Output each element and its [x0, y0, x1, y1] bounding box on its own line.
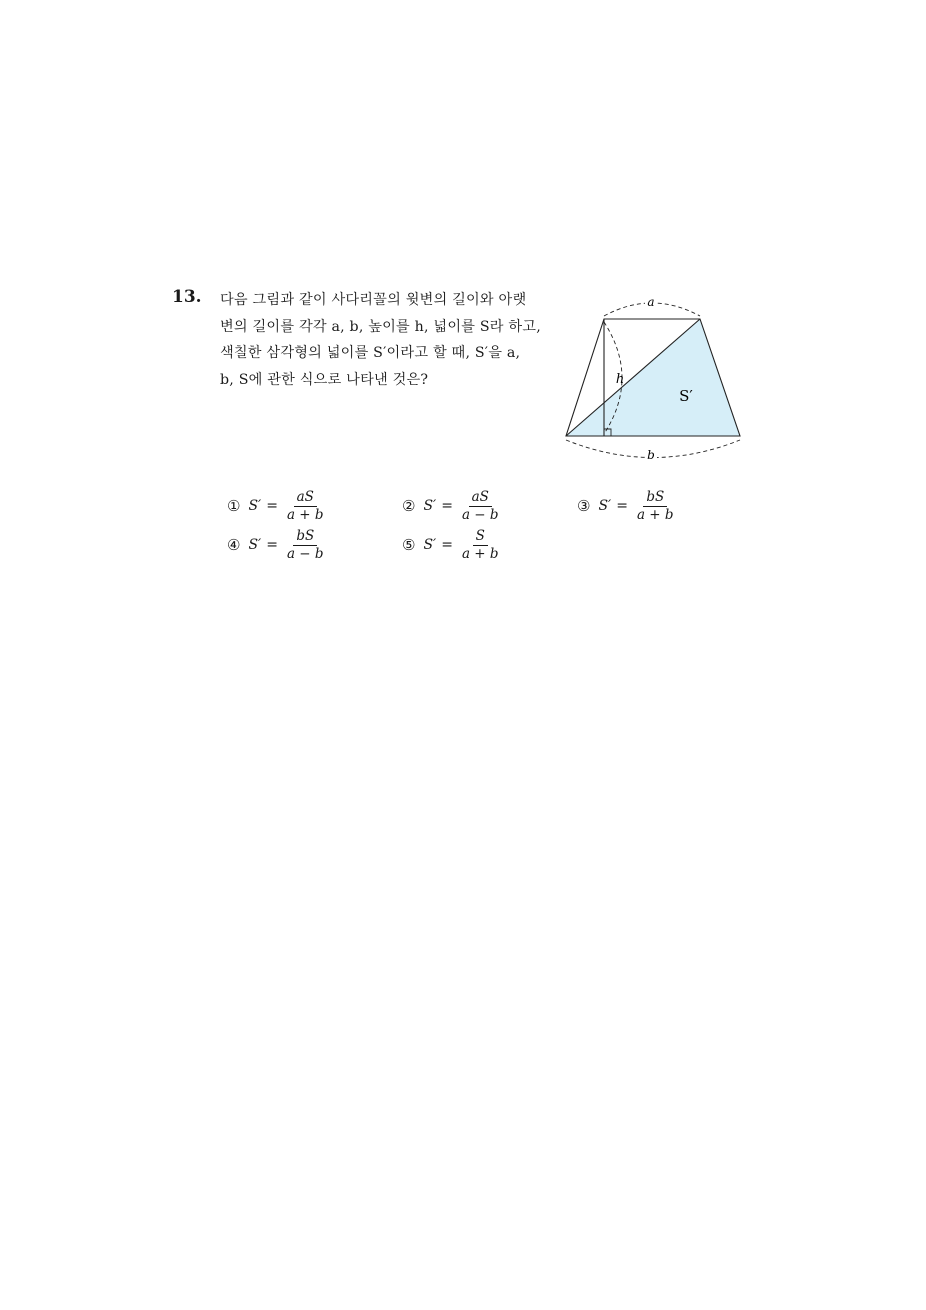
label-b: b [647, 448, 655, 462]
numerator: bS [293, 528, 317, 546]
question-line: 다음 그림과 같이 사다리꼴의 윗변의 길이와 아랫 [220, 292, 527, 308]
choice-mark: ④ [227, 536, 241, 554]
label-a: a [647, 295, 655, 309]
fraction [284, 528, 327, 563]
question-line: 색칠한 삼각형의 넓이를 S′이라고 할 때, S′을 a, [220, 345, 521, 361]
equals-sign: = [266, 537, 278, 553]
denominator: a − b [461, 506, 499, 523]
equals-sign: = [266, 498, 278, 514]
fraction [459, 528, 502, 563]
choice-mark: ⑤ [402, 536, 416, 554]
question-text [220, 287, 550, 393]
choice-2[interactable] [402, 486, 502, 526]
question-line: 변의 길이를 각각 a, b, 높이를 h, 넓이를 S라 하고, [220, 318, 541, 335]
choice-lhs: S′ [598, 498, 612, 514]
choice-3[interactable] [577, 486, 677, 526]
choice-lhs: S′ [423, 498, 437, 514]
choice-5[interactable] [402, 525, 502, 565]
shaded-triangle [566, 319, 740, 436]
numerator: aS [294, 489, 317, 507]
choice-lhs: S′ [423, 537, 437, 553]
equals-sign: = [441, 498, 453, 514]
question-line: b, S에 관한 식으로 나타낸 것은? [220, 371, 429, 388]
numerator: S [473, 528, 488, 546]
question-number: 13. [172, 287, 202, 307]
denominator: a + b [286, 506, 324, 523]
equals-sign: = [441, 537, 453, 553]
equals-sign: = [616, 498, 628, 514]
choice-lhs: S′ [248, 498, 262, 514]
choice-mark: ③ [577, 497, 591, 515]
fraction [459, 489, 502, 524]
choice-1[interactable] [227, 486, 327, 526]
label-h: h [615, 372, 625, 387]
label-s-prime: S′ [679, 387, 693, 405]
numerator: aS [469, 489, 492, 507]
denominator: a + b [636, 506, 674, 523]
choice-lhs: S′ [248, 537, 262, 553]
fraction [284, 489, 327, 524]
numerator: bS [643, 489, 667, 507]
denominator: a − b [286, 545, 324, 562]
choice-mark: ② [402, 497, 416, 515]
fraction [634, 489, 677, 524]
trapezoid-figure [560, 292, 750, 462]
choice-mark: ① [227, 497, 241, 515]
denominator: a + b [461, 545, 499, 562]
choice-4[interactable] [227, 525, 327, 565]
